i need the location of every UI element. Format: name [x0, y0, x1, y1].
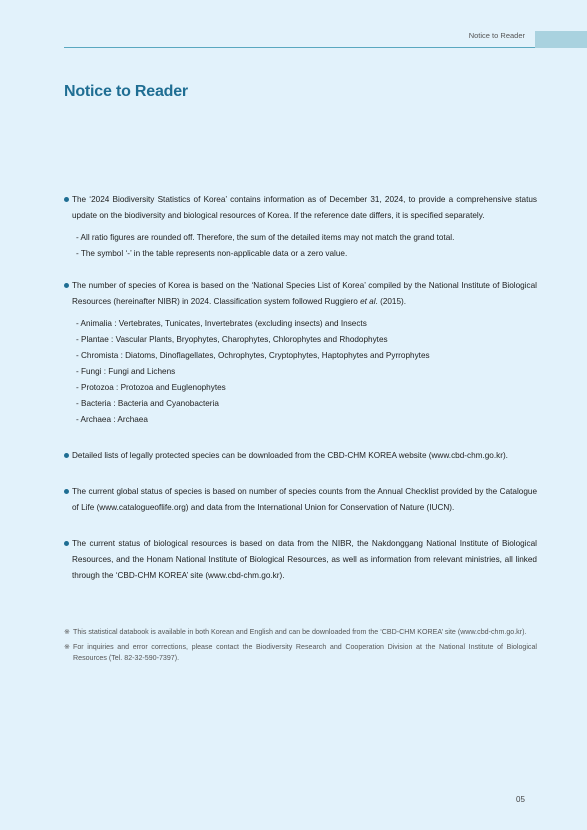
reference-mark-icon: ※	[64, 642, 70, 651]
bullet-biological-resources	[64, 536, 537, 584]
bullet-text-italic: et al	[360, 297, 376, 306]
footnote-item	[64, 627, 537, 639]
bullet-text: The ‘2024 Biodiversity Statistics of Korea’ contains information as of December 31, 2024, to provide a comprehensive status update on the biodiversity and biological resources of Korea. If the reference date differs, it is specified separately.	[72, 195, 537, 220]
bullet-text: The current global status of species is based on number of species counts from the Annual Checklist provided by the Catalogue of Life (www.catalogueoflife.org) and data from the International Union for Conservation of Nature (IUCN).	[72, 487, 537, 512]
bullet-dot-icon	[64, 453, 69, 458]
list-item: - Bacteria : Bacteria and Cyanobacteria	[76, 399, 219, 408]
bullet-dot-icon	[64, 197, 69, 202]
header-tab-block	[535, 31, 587, 48]
reference-mark-icon: ※	[64, 628, 70, 636]
bullet-dot-icon	[64, 541, 69, 546]
bullet-text-before: The number of species of Korea is based on the ‘National Species List of Korea’ compiled by the National Institute of Biological Resources (hereinafter NIBR) in 2024. Classification system followed Ruggiero	[72, 281, 537, 306]
running-header: Notice to Reader	[468, 31, 525, 40]
sublist-rounding	[64, 230, 537, 262]
footnote-text: This statistical databook is available in both Korean and English and can be downloaded from the ‘CBD-CHM KOREA’ site (www.cbd-chm.go.kr).	[73, 628, 527, 636]
sublist-kingdoms	[64, 316, 537, 428]
page-number: 05	[516, 795, 525, 804]
list-item: - Animalia : Vertebrates, Tunicates, Invertebrates (excluding insects) and Insects	[76, 319, 367, 328]
list-item: - Archaea : Archaea	[76, 415, 148, 424]
list-item: - Chromista : Diatoms, Dinoflagellates, Ochrophytes, Cryptophytes, Haptophytes and Pyrrophytes	[76, 351, 430, 360]
list-item: - Plantae : Vascular Plants, Bryophytes, Charophytes, Chlorophytes and Rhodophytes	[76, 335, 388, 344]
list-item: - Fungi : Fungi and Lichens	[76, 367, 176, 376]
notice-content	[64, 192, 537, 584]
list-item: - The symbol ‘-’ in the table represents non-applicable data or a zero value.	[76, 249, 348, 258]
bullet-reference-date	[64, 192, 537, 224]
footnote-text: For inquiries and error corrections, please contact the Biodiversity Research and Cooperation Division at the National Institute of Biological Resources (Tel. 82-32-590-7397).	[73, 642, 537, 662]
bullet-text: The current status of biological resources is based on data from the NIBR, the Nakdonggang National Institute of Biological Resources, and the Honam National Institute of Biological Resources, as well as information from relevant ministries, all linked through the ‘CBD-CHM KOREA’ site (www.cbd-chm.go.kr).	[72, 539, 537, 580]
bullet-dot-icon	[64, 283, 69, 288]
bullet-protected-species	[64, 448, 537, 464]
page-title: Notice to Reader	[64, 83, 188, 100]
footnote-item	[64, 642, 537, 665]
bullet-species-list	[64, 278, 537, 310]
bullet-global-status	[64, 484, 537, 516]
list-item: - All ratio figures are rounded off. Therefore, the sum of the detailed items may not match the grand total.	[76, 233, 455, 242]
bullet-text-after: . (2015).	[375, 297, 407, 306]
footnotes	[64, 627, 537, 668]
bullet-text: Detailed lists of legally protected species can be downloaded from the CBD-CHM KOREA website (www.cbd-chm.go.kr).	[72, 451, 508, 460]
header-divider	[64, 47, 535, 48]
bullet-dot-icon	[64, 489, 69, 494]
list-item: - Protozoa : Protozoa and Euglenophytes	[76, 383, 226, 392]
